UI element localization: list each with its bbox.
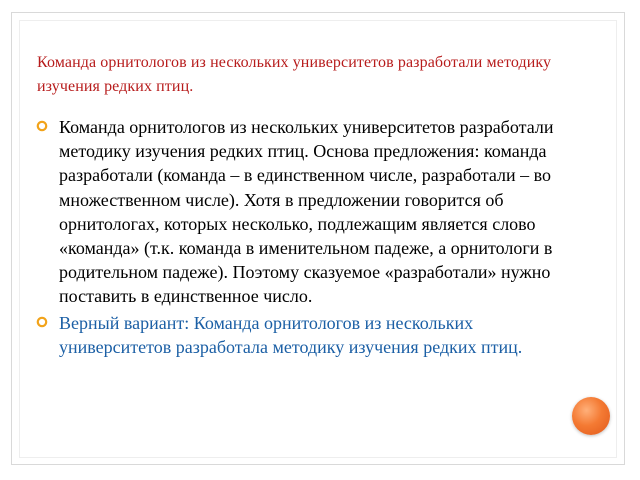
bullet-text: Верный вариант: Команда орнитологов из нескольких университетов разработала методику изучения редких птиц. xyxy=(59,312,523,357)
circle-bullet-icon xyxy=(36,316,48,328)
bullet-item-answer xyxy=(36,311,556,359)
slide-title: Команда орнитологов из нескольких университетов разработали методику изучения редких птиц. xyxy=(37,54,552,95)
orange-circle-icon xyxy=(572,397,610,435)
circle-bullet-icon xyxy=(36,120,48,132)
bullet-text: Команда орнитологов из нескольких университетов разработали методику изучения редких птиц. Основа предложения: команда разработали (команда – в единственном числе, разработали – во множественном числе). Хотя в предложении говорится об орнитологах, которых несколько, подлежащим является слово «команда» (т.к. команда в именительном падеже, а орнитологи в родительном падеже). Поэтому сказуемое «разработали» нужно поставить в единственное число. xyxy=(59,117,554,307)
bullet-list xyxy=(36,115,556,361)
bullet-item xyxy=(36,115,556,309)
